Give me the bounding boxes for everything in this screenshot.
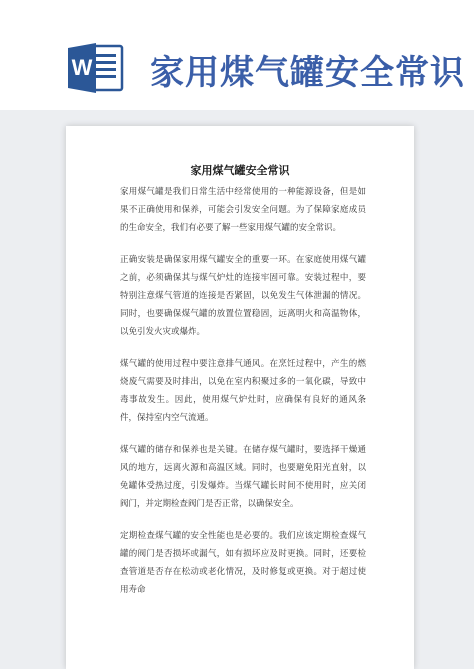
paragraph-4: 煤气罐的储存和保养也是关键。在储存煤气罐时，要选择干燥通风的地方，远离火源和高温区域。同时，也要避免阳光直射，以免罐体受热过度，引发爆炸。当煤气罐长时间不使用时，应关闭阀门，并定期检查阀门是否正常，以确保安全。 [120, 445, 366, 509]
paragraph-3: 煤气罐的使用过程中要注意排气通风。在烹饪过程中，产生的燃烧废气需要及时排出，以免在室内积聚过多的一氧化碳，导致中毒事故发生。因此，使用煤气炉灶时，应确保有良好的通风条件，保持室内空气流通。 [120, 359, 366, 423]
word-logo-letter: W [71, 55, 93, 80]
paragraph-2: 正确安装是确保家用煤气罐安全的重要一环。在家庭使用煤气罐之前，必须确保其与煤气炉灶的连接牢固可靠。安装过程中，要特别注意煤气管道的连接是否紧固，以免发生气体泄漏的情况。同时，也要确保煤气罐的放置位置稳固，远离明火和高温物体，以免引发火灾或爆炸。 [120, 255, 366, 337]
document-title: 家用煤气罐安全常识 [190, 164, 290, 177]
banner-title: 家用煤气罐安全常识 [150, 53, 465, 93]
paragraph-1: 家用煤气罐是我们日常生活中经常使用的一种能源设备，但是如果不正确使用和保养，可能会引发安全问题。为了保障家庭成员的生命安全，我们有必要了解一些家用煤气罐的安全常识。 [120, 187, 366, 233]
document-body [120, 183, 366, 613]
paragraph-5: 定期检查煤气罐的安全性能也是必要的。我们应该定期检查煤气罐的阀门是否损坏或漏气，如有损坏应及时更换。同时，还要检查管道是否存在松动或老化情况，及时修复或更换。对于超过使用寿命 [120, 531, 366, 595]
banner [0, 0, 474, 110]
word-document-icon [66, 40, 126, 96]
document-page [66, 126, 414, 669]
